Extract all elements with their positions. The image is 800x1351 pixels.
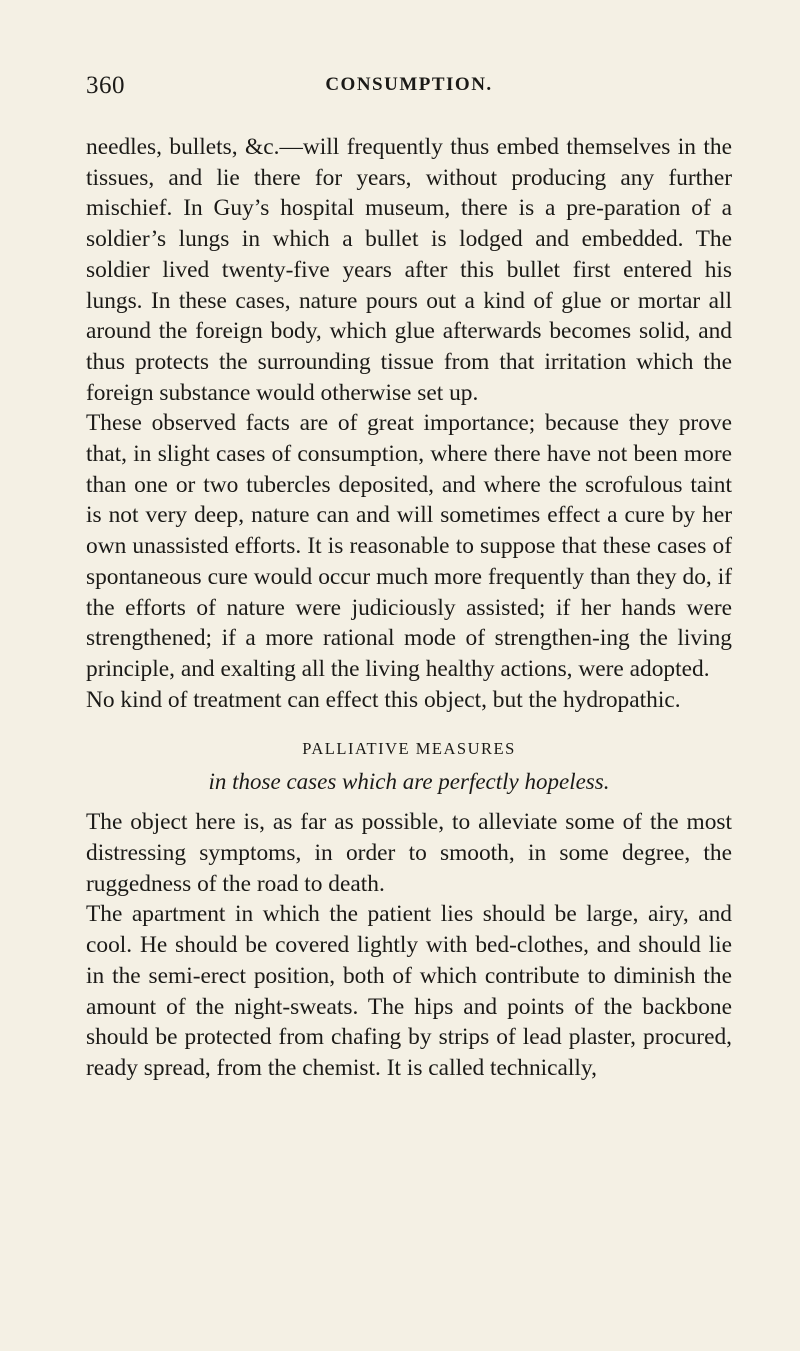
paragraph-apartment: The apartment in which the patient lies should be large, airy, and cool. He should be covered lightly with bed-clothes, and should lie in the semi-erect position, both of which contribute to diminish the amount of the night-sweats. The hips and points of the backbone should be protected from chafing by strips of lead plaster, procured, ready spread, from the chemist. It is called technically, xyxy=(86,901,732,1081)
section-heading: PALLIATIVE MEASURES xyxy=(302,739,516,759)
paragraph-object: The object here is, as far as possible, to alleviate some of the most distressing symptoms, in order to smooth, in some degree, the ruggedness of the road to death. xyxy=(86,809,732,897)
running-title: CONSUMPTION. xyxy=(325,74,493,95)
page-number: 360 xyxy=(86,72,125,99)
running-head xyxy=(86,72,732,108)
paragraph-observed-facts: These observed facts are of great importance; because they prove that, in slight cases of consumption, where there have not been more than one or two tubercles deposited, and where the scrofulous taint is not very deep, nature can and will sometimes effect a cure by her own unassisted efforts. It is reasonable to suppose that these cases of spontaneous cure would occur much more frequently than they do, if the efforts of nature were judiciously assisted; if her hands were strengthened; if a more rational mode of strengthen-ing the living principle, and exalting all the living healthy actions, were adopted. xyxy=(86,410,732,682)
section-subheading: in those cases which are perfectly hopeless. xyxy=(208,769,610,795)
paragraph-foreign-bodies: needles, bullets, &c.—will frequently thus embed themselves in the tissues, and lie there for years, without producing any further mischief. In Guy’s hospital museum, there is a pre-paration of a soldier’s lungs in which a bullet is lodged and embedded. The soldier lived twenty-five years after this bullet first entered his lungs. In these cases, nature pours out a kind of glue or mortar all around the foreign body, which glue afterwards becomes solid, and thus protects the surrounding tissue from that irritation which the foreign substance would otherwise set up. xyxy=(86,134,732,406)
paragraph-hydropathic: No kind of treatment can effect this object, but the hydropathic. xyxy=(86,686,681,713)
body-text xyxy=(86,132,732,1084)
